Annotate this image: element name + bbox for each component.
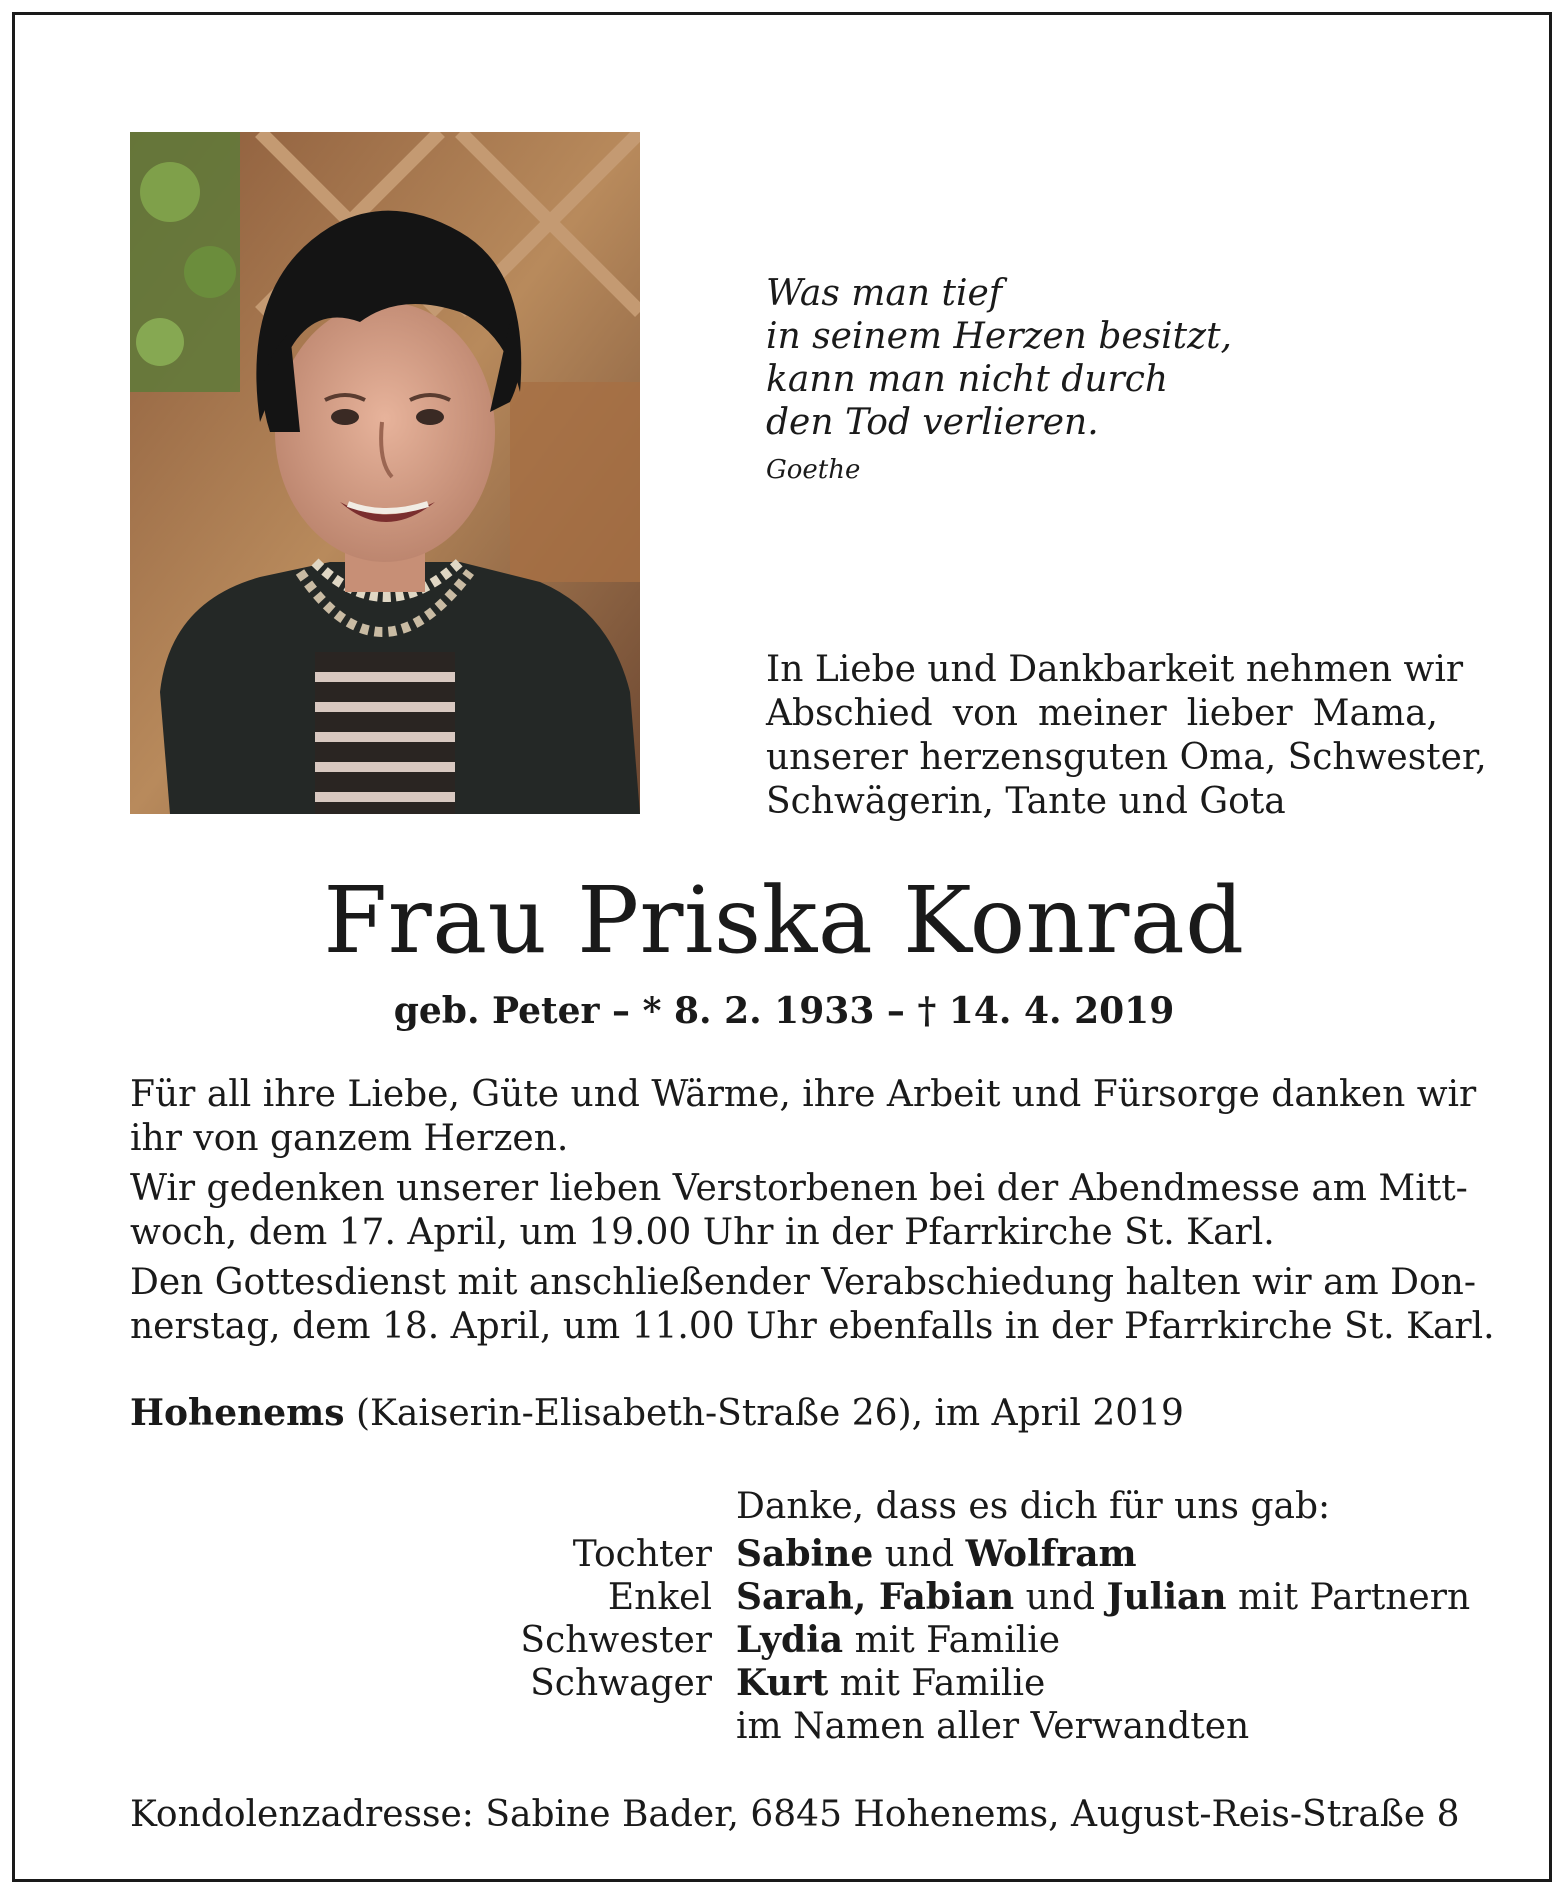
intro-text (766, 648, 1487, 824)
member-text: und (873, 1534, 966, 1575)
family-role: Tochter (572, 1534, 712, 1575)
body-line: nerstag, dem 18. April, um 11.00 Uhr ebenfalls in der Pfarrkirche St. Karl. (130, 1306, 1495, 1347)
paragraph-gratitude (130, 1073, 1477, 1161)
quote-line: in seinem Herzen besitzt, (766, 316, 1232, 357)
body-line: woch, dem 17. April, um 19.00 Uhr in der Pfarrkirche St. Karl. (130, 1212, 1275, 1253)
body-line: Wir gedenken unserer lieben Verstorbenen bei der Abendmesse am Mitt- (130, 1168, 1468, 1209)
family-role-empty (430, 1705, 736, 1748)
birth-death-dates: geb. Peter – * 8. 2. 1933 – † 14. 4. 2019 (393, 990, 1175, 1032)
member-text: und (1014, 1577, 1107, 1618)
thanks-line: Danke, dass es dich für uns gab: (736, 1486, 1331, 1527)
member-name: Kurt (736, 1662, 829, 1704)
condolence-address: Kondolenzadresse: Sabine Bader, 6845 Hohenems, August-Reis-Straße 8 (130, 1794, 1460, 1835)
family-list (430, 1533, 1470, 1748)
member-name: Lydia (736, 1619, 844, 1661)
family-closing: im Namen aller Verwandten (736, 1706, 1250, 1747)
family-row-schwester (430, 1619, 1470, 1662)
family-row-tochter (430, 1533, 1470, 1576)
member-name: Julian (1106, 1576, 1227, 1618)
place-date (130, 1392, 1184, 1434)
body-line: Den Gottesdienst mit anschließender Verabschiedung halten wir am Don- (130, 1262, 1477, 1303)
quote (766, 272, 1232, 444)
intro-line: unserer herzensguten Oma, Schwester, (766, 737, 1487, 778)
member-text: mit Familie (843, 1620, 1061, 1661)
family-role: Schwester (520, 1620, 712, 1661)
member-name: Sarah, Fabian (736, 1576, 1015, 1618)
family-role: Enkel (607, 1577, 712, 1618)
quote-line: den Tod verlieren. (766, 402, 1099, 443)
family-members (736, 1619, 1060, 1662)
family-row-closing (430, 1705, 1470, 1748)
body-line: ihr von ganzem Herzen. (130, 1118, 569, 1159)
quote-line: Was man tief (766, 273, 1003, 314)
place-address: (Kaiserin-Elisabeth-Straße 26), im April 2019 (344, 1393, 1184, 1434)
member-text: mit Familie (828, 1663, 1046, 1704)
quote-author: Goethe (766, 455, 861, 485)
member-text: mit Partnern (1226, 1577, 1471, 1618)
family-role: Schwager (530, 1663, 712, 1704)
family-members (736, 1533, 1137, 1576)
intro-line: Abschied von meiner lieber Mama, (766, 693, 1438, 734)
body-text (130, 1073, 1495, 1355)
member-name: Sabine (736, 1533, 874, 1575)
family-members (736, 1662, 1045, 1705)
place-city: Hohenems (130, 1392, 345, 1434)
deceased-name: Frau Priska Konrad (323, 867, 1245, 974)
body-line: Für all ihre Liebe, Güte und Wärme, ihre Arbeit und Fürsorge danken wir (130, 1074, 1477, 1115)
family-row-enkel (430, 1576, 1470, 1619)
quote-line: kann man nicht durch (766, 359, 1169, 400)
family-members (736, 1576, 1470, 1619)
portrait-photo (130, 132, 640, 814)
family-row-schwager (430, 1662, 1470, 1705)
intro-line: Schwägerin, Tante und Gota (766, 781, 1286, 822)
intro-line: In Liebe und Dankbarkeit nehmen wir (766, 649, 1464, 690)
paragraph-funeral-service (130, 1261, 1495, 1349)
member-name: Wolfram (965, 1533, 1137, 1575)
paragraph-evening-mass (130, 1167, 1468, 1255)
